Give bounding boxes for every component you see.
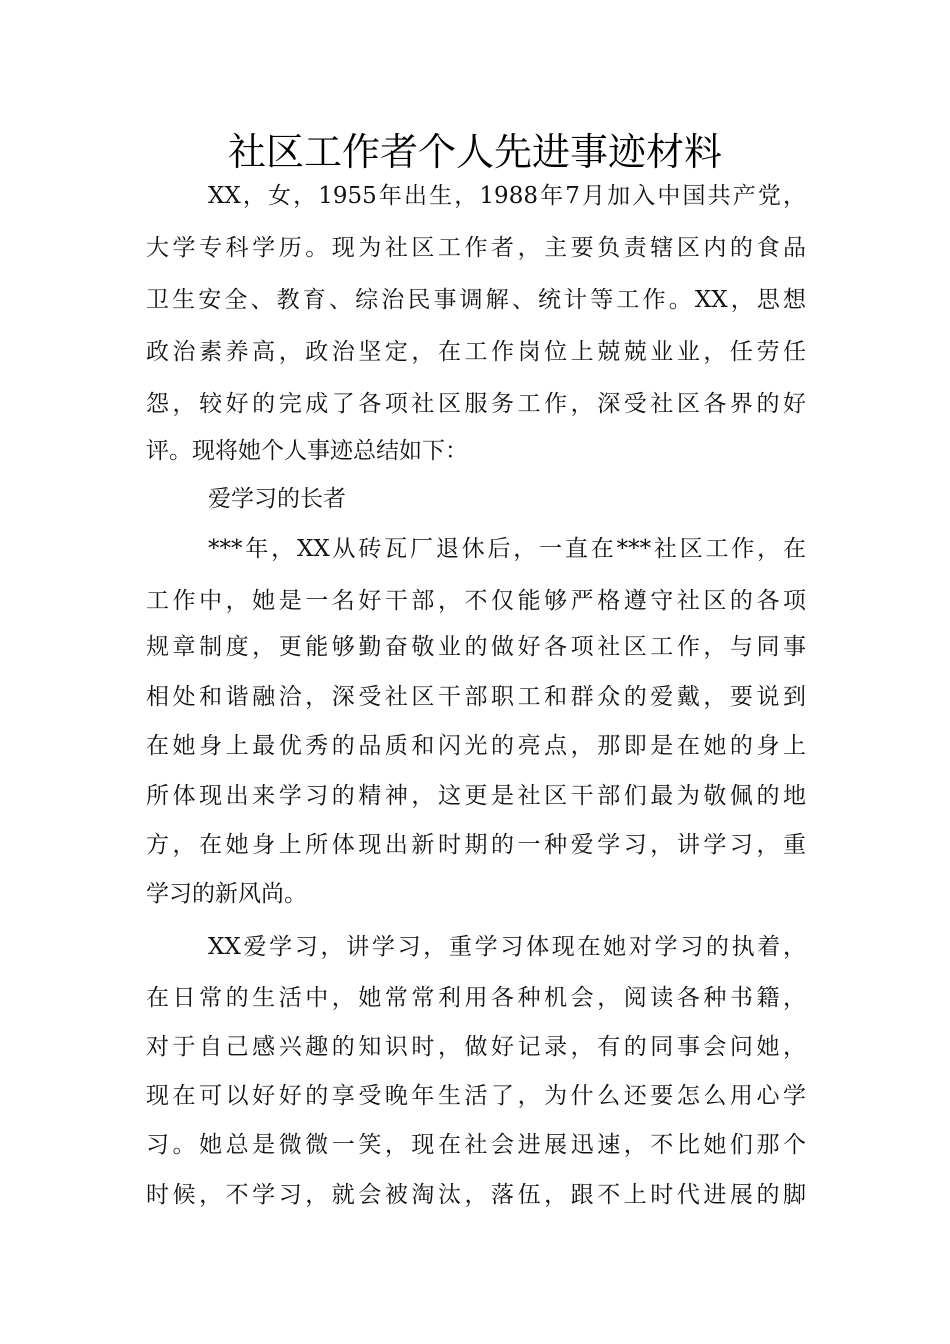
paragraph-line: 时候，不学习，就会被淘汰，落伍，跟不上时代进展的脚 <box>146 1182 806 1208</box>
paragraph-line: 所体现出来学习的精神，这更是社区干部们最为敬佩的地 <box>146 783 806 809</box>
paragraph-line: 在她身上最优秀的品质和闪光的亮点，那即是在她的身上 <box>146 733 806 759</box>
section-heading: 爱学习的长者 <box>208 486 346 512</box>
paragraph-line: 卫生安全、教育、综治民事调解、统计等工作。XX，思想 <box>146 287 806 313</box>
document-title: 社区工作者个人先进事迹材料 <box>227 130 722 174</box>
paragraph-line: 怨，较好的完成了各项社区服务工作，深受社区各界的好 <box>146 391 806 417</box>
paragraph-line: 在日常的生活中，她常常利用各种机会，阅读各种书籍， <box>146 985 806 1011</box>
paragraph-line: 政治素养高，政治坚定，在工作岗位上兢兢业业，任劳任 <box>146 339 806 365</box>
paragraph-line: XX，女，1955年出生，1988年7月加入中国共产党， <box>208 183 806 209</box>
paragraph-line: 相处和谐融洽，深受社区干部职工和群众的爱戴，要说到 <box>146 684 806 710</box>
paragraph-line: 大学专科学历。现为社区工作者，主要负责辖区内的食品 <box>146 235 806 261</box>
paragraph-line: 评。现将她个人事迹总结如下： <box>146 438 468 464</box>
paragraph-line: 方，在她身上所体现出新时期的一种爱学习，讲学习，重 <box>146 832 806 858</box>
paragraph-line: 学习的新风尚。 <box>146 881 307 907</box>
paragraph-line: 对于自己感兴趣的知识时，做好记录，有的同事会问她， <box>146 1034 806 1060</box>
paragraph-line: XX爱学习，讲学习，重学习体现在她对学习的执着， <box>208 934 806 960</box>
paragraph-line: 现在可以好好的享受晚年生活了，为什么还要怎么用心学 <box>146 1083 806 1109</box>
paragraph-line: 习。她总是微微一笑，现在社会进展迅速，不比她们那个 <box>146 1132 806 1158</box>
paragraph-line: 工作中，她是一名好干部，不仅能够严格遵守社区的各项 <box>146 588 806 614</box>
paragraph-line: ***年，XX从砖瓦厂退休后，一直在***社区工作，在 <box>208 536 806 562</box>
paragraph-line: 规章制度，更能够勤奋敬业的做好各项社区工作，与同事 <box>146 634 806 660</box>
